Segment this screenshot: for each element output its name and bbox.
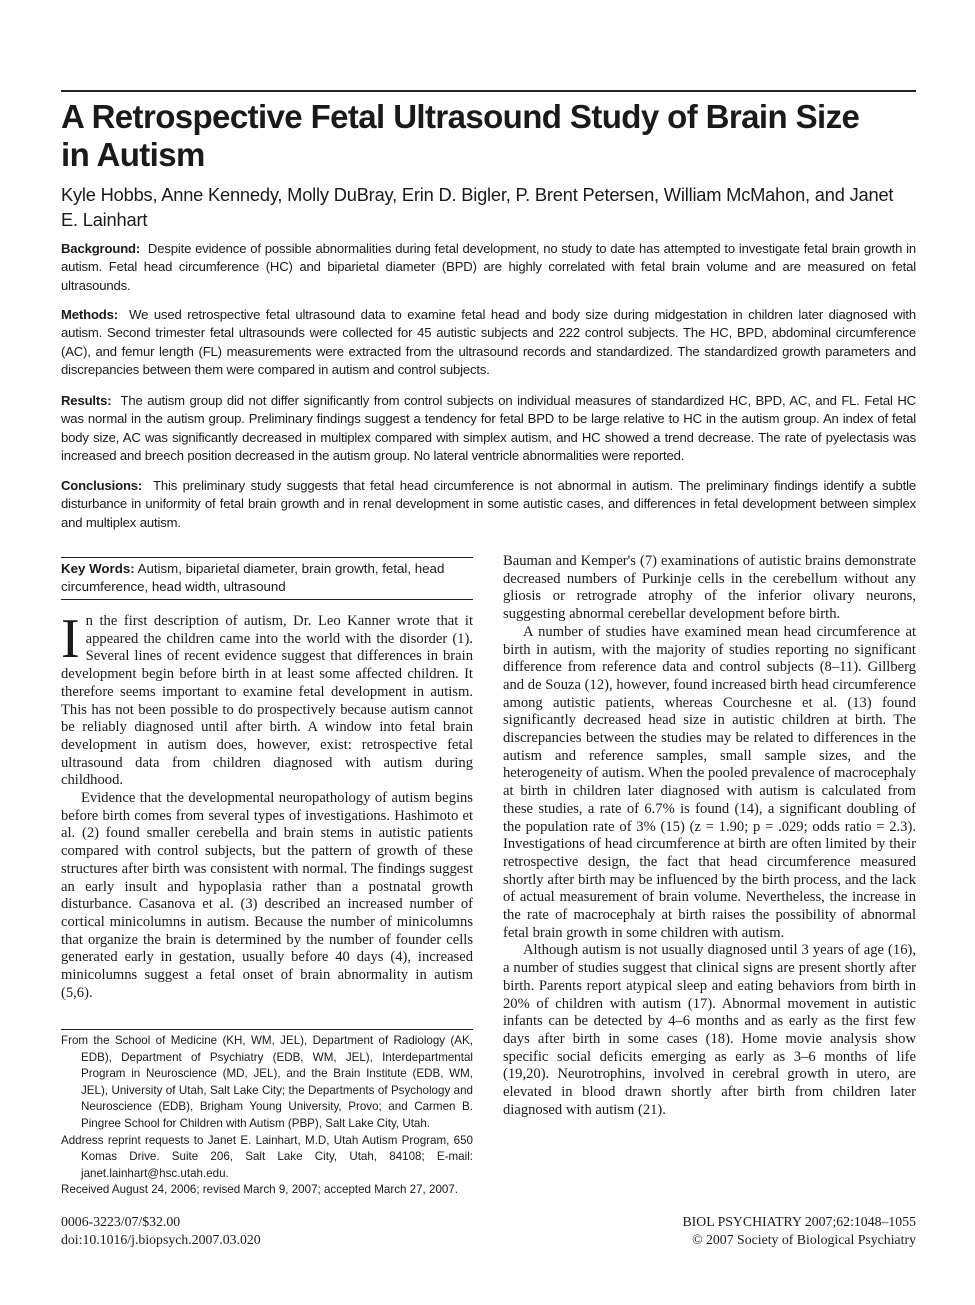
abstract-background	[61, 240, 916, 295]
keywords-label: Key Words:	[61, 561, 135, 576]
abstract-background-text: Despite evidence of possible abnormalities during fetal development, no study to date has attempted to investigate fetal brain growth in autism. Fetal head circumference (HC) and biparietal diameter (BPD) are highly correlated with fetal brain volume and are measured on fetal ultrasounds.	[61, 241, 917, 293]
author-list: Kyle Hobbs, Anne Kennedy, Molly DuBray, Erin D. Bigler, P. Brent Petersen, William McMahon, and Janet E. Lainhart	[61, 184, 894, 230]
abstract-results-text: The autism group did not differ significantly from control subjects on individual measures of standardized HC, BPD, AC, and FL. Fetal HC was normal in the autism group. Preliminary findings suggest a tendency for fetal BPD to be large relative to HC in the autism group. An index of fetal body size, AC was significantly decreased in multiplex compared with simplex autism, and HC showed a trend decrease. The rate of pyelectasis was increased and breech position decreased in the autism group. No lateral ventricle abnormalities were reported.	[61, 393, 916, 463]
body-paragraph-2: A number of studies have examined mean head circumference at birth in autism, with the majority of studies reporting no significant difference from reference data and control subjects (8–11). Gillberg and de Souza (12), however, found increased birth head circumference among autistic patients, whereas Courchesne et al. (13) found significantly decreased head size in autistic children at birth. The discrepancies between the studies may be related to differences in the autism and reference samples, small sample sizes, and the heterogeneity of autism. When the pooled prevalence of macrocephaly at birth in children later diagnosed with autism is calculated from these studies, a rate of 6.7% is found (14), a significant doubling of the population rate of 3% (15) (z = 1.90; p = .029; odds ratio = 2.3). Investigations of head circumference at birth are often limited by their retrospective design, the fact that head circumference measured shortly after birth may be influenced by the birth process, and the lack of actual measurement of brain volume. Nevertheless, the increase in the rate of macrocephaly at birth raises the possibility of abnormal fetal brain growth in some children with autism.	[503, 623, 916, 941]
affiliations-footnote	[61, 1029, 473, 1199]
body-paragraph-3: Although autism is not usually diagnosed until 3 years of age (16), a number of studies suggest that clinical signs are present shortly after birth. Parents report atypical sleep and eating behaviors from birth in 20% of children with autism (17). Abnormal movement in autistic infants can be detected by 4–6 months and as early as the first few days after birth in some cases (18). Home movie analysis show specific social deficits emerging as early as 3–6 months of life (19,20). Neurotrophins, involved in cerebral growth in utero, are elevated in blood drawn shortly after birth from children later diagnosed with autism (21).	[503, 942, 916, 1118]
intro-paragraph-1-text: n the first description of autism, Dr. Leo Kanner wrote that it appeared the children came into the world with the disorder (1). Several lines of recent evidence suggest that differences in brain development begin before birth in at least some affected children. It therefore seems important to examine fetal development in autism. This has not been possible to do prospectively because autism cannot be reliably diagnosed until after birth. A window into fetal brain development in autism does, however, exist: retrospective fetal ultrasound data from children diagnosed with autism during childhood.	[61, 613, 473, 789]
abstract-methods-text: We used retrospective fetal ultrasound data to examine fetal head and body size during midgestation in children later diagnosed with autism. Second trimester fetal ultrasounds were collected for 45 autistic subjects and 222 control subjects. The HC, BPD, abdominal circumference (AC), and femur length (FL) measurements were extracted from the ultrasound records and standardized. The standardized growth parameters and discrepancies between them were compared in autism and control subjects.	[61, 307, 916, 377]
doi-link[interactable]: doi:10.1016/j.biopsych.2007.03.020	[61, 1231, 261, 1247]
abstract-methods-label: Methods:	[61, 307, 118, 322]
abstract-results-label: Results:	[61, 393, 112, 408]
abstract-conclusions-label: Conclusions:	[61, 478, 143, 493]
copyright-notice: © 2007 Society of Biological Psychiatry	[692, 1231, 916, 1247]
abstract-background-label: Background:	[61, 241, 141, 256]
article-title: A Retrospective Fetal Ultrasound Study of Brain Size in Autism	[61, 98, 860, 173]
keywords-box	[61, 557, 473, 600]
abstract-conclusions	[61, 477, 916, 532]
intro-paragraph-2: Evidence that the developmental neuropathology of autism begins before birth comes from several types of investigations. Hashimoto et al. (2) found smaller cerebella and brain stems in autistic patients compared with control subjects, but the pattern of growth of these structures after birth was consistent with normal. The findings suggest an early insult and hypoplasia rather than a postnatal growth disturbance. Casanova et al. (3) described an increased number of cortical minicolumns in autism. Because the number of minicolumns that organize the brain is determined by the number of founder cells generated early in gestation, usually before 40 days (4), increased minicolumns suggest a fetal onset of brain abnormality in autism (5,6).	[61, 790, 473, 1001]
issn-price: 0006-3223/07/$32.00	[61, 1214, 181, 1229]
right-column	[503, 553, 916, 1120]
received-dates: Received August 24, 2006; revised March 9, 2007; accepted March 27, 2007.	[61, 1183, 459, 1197]
journal-citation: BIOL PSYCHIATRY 2007;62:1048–1055	[682, 1214, 916, 1229]
left-column	[61, 608, 473, 1002]
keywords-text: Autism, biparietal diameter, brain growth, fetal, head circumference, head width, ultrasound	[61, 561, 445, 594]
body-paragraph-1: Bauman and Kemper's (7) examinations of autistic brains demonstrate decreased numbers of Purkinje cells in the cerebellum without any gliosis or retrograde atrophy of the inferior olivary neurons, suggesting abnormal cerebellar development before birth.	[503, 553, 916, 623]
abstract-methods	[61, 306, 916, 379]
abstract-results	[61, 392, 916, 465]
reprint-address: Address reprint requests to Janet E. Lainhart, M.D, Utah Autism Program, 650 Komas Drive. Suite 206, Salt Lake City, Utah, 84108; E-mail: janet.lainhart@hsc.utah.edu.	[61, 1133, 473, 1180]
affiliation-text: From the School of Medicine (KH, WM, JEL), Department of Radiology (AK, EDB), Department of Psychiatry (EDB, WM, JEL), Interdepartmental Program in Neuroscience (MD, JEL), and the Brain Institute (EDB, WM, JEL), University of Utah, Salt Lake City; the Departments of Psychology and Neuroscience (EDB), Brigham Young University, Provo; and Carmen B. Pingree School for Children with Autism (PBP), Salt Lake City, Utah.	[61, 1034, 473, 1130]
footer-right	[682, 1213, 916, 1248]
footer-left	[61, 1213, 261, 1248]
header-rule	[61, 90, 916, 92]
abstract-conclusions-text: This preliminary study suggests that fetal head circumference is not abnormal in autism. The preliminary findings identify a subtle disturbance in uniformity of fetal brain growth and in renal development in some autistic cases, and differences in fetal development between simplex and multiplex autism.	[61, 478, 916, 530]
drop-cap: I	[61, 608, 80, 670]
intro-paragraph-1	[61, 608, 473, 790]
